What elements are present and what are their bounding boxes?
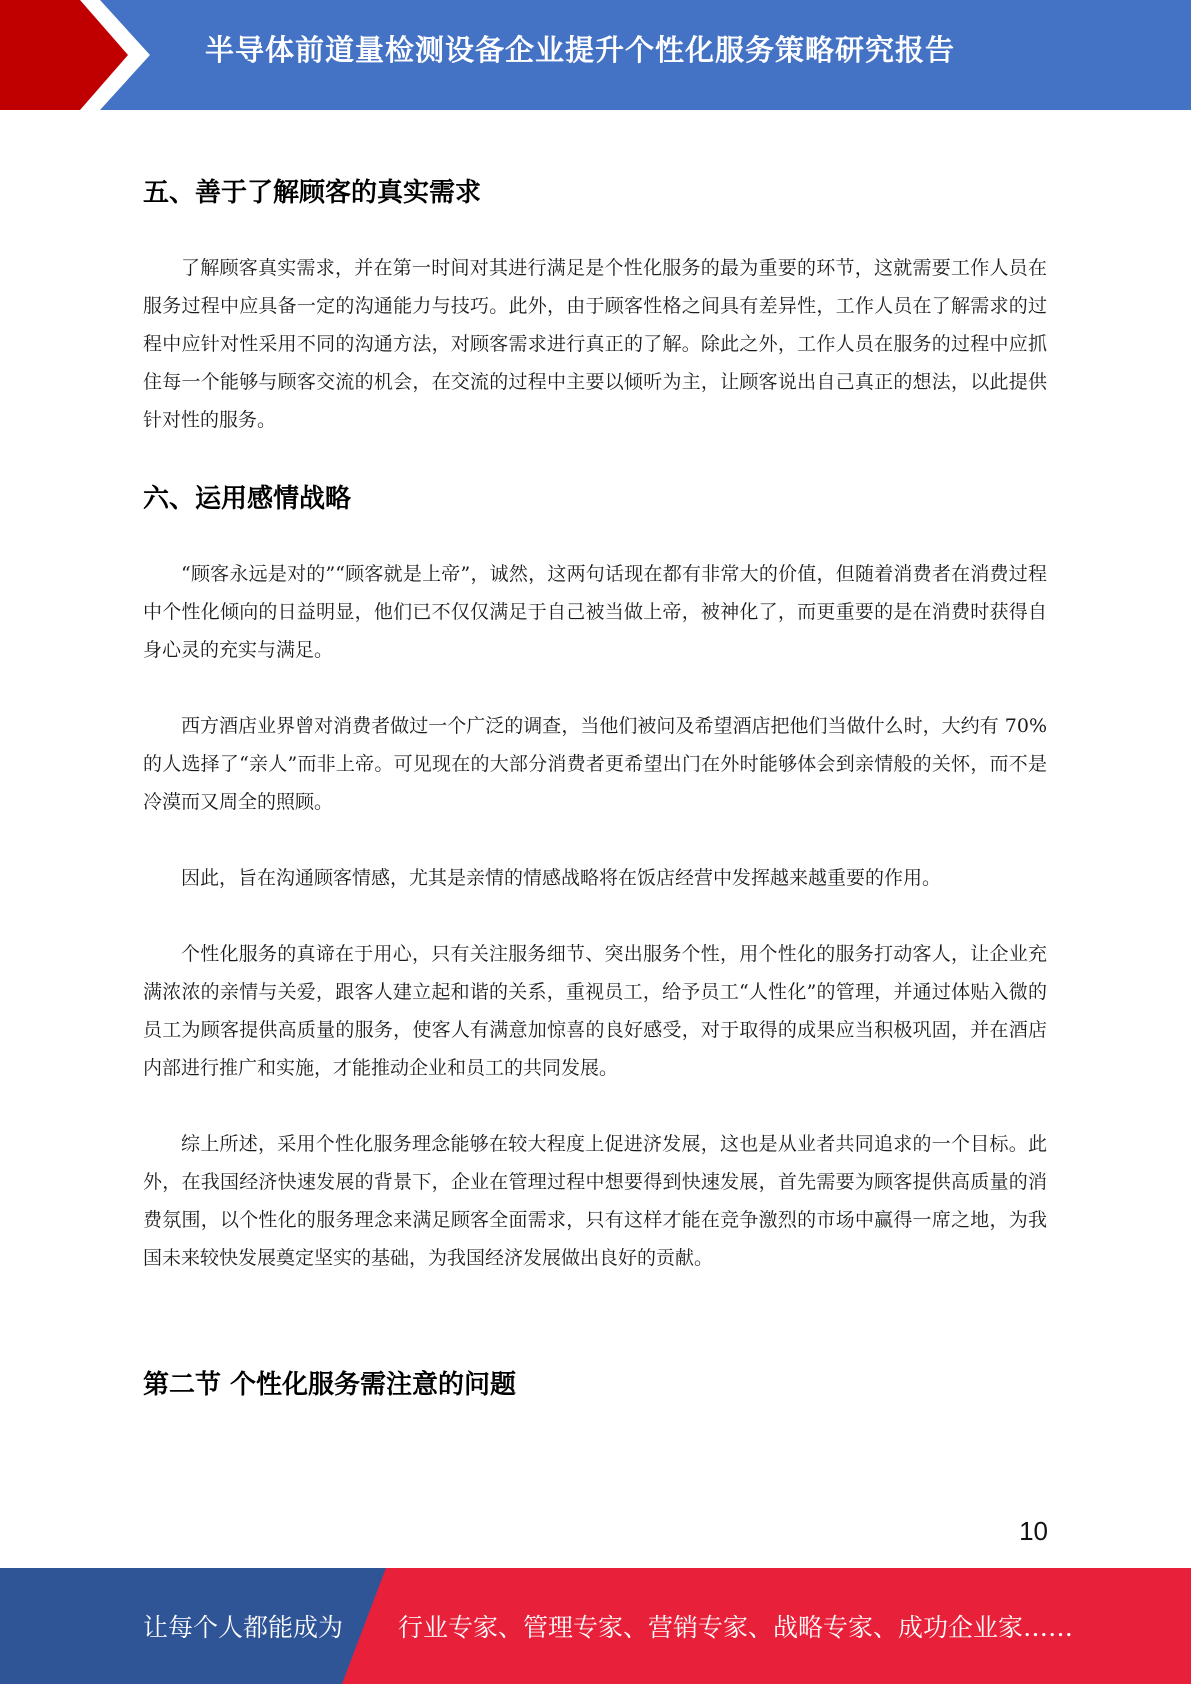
section-5-paragraph-1: 了解顾客真实需求，并在第一时间对其进行满足是个性化服务的最为重要的环节，这就需要工作人员在服务过程中应具备一定的沟通能力与技巧。此外，由于顾客性格之间具有差异性，工作人员在了解需求的过程中应针对性采用不同的沟通方法，对顾客需求进行真正的了解。除此之外，工作人员在服务的过程中应抓住每一个能够与顾客交流的机会，在交流的过程中主要以倾听为主，让顾客说出自己真正的想法，以此提供针对性的服务。: [143, 257, 1047, 431]
footer-slogan-right: 行业专家、管理专家、营销专家、战略专家、成功企业家……: [398, 1613, 1074, 1642]
page-number: 10: [1019, 1516, 1048, 1546]
page-header: [0, 0, 1191, 110]
section-heading-5: 五、善于了解顾客的真实需求: [143, 178, 482, 208]
chapter-section-heading: 第二节 个性化服务需注意的问题: [143, 1370, 517, 1400]
section-6-paragraph-2: 西方酒店业界曾对消费者做过一个广泛的调查，当他们被问及希望酒店把他们当做什么时，大约有 70%的人选择了“亲人”而非上帝。可见现在的大部分消费者更希望出门在外时能够体会到亲情般的关怀，而不是冷漠而又周全的照顾。: [143, 715, 1047, 813]
section-6-paragraph-3: 因此，旨在沟通顾客情感，尤其是亲情的情感战略将在饭店经营中发挥越来越重要的作用。: [181, 867, 942, 889]
section-heading-6: 六、运用感情战略: [143, 484, 352, 514]
section-6-paragraph-4: 个性化服务的真谛在于用心，只有关注服务细节、突出服务个性，用个性化的服务打动客人，让企业充满浓浓的亲情与关爱，跟客人建立起和谐的关系，重视员工，给予员工“人性化”的管理，并通过体贴入微的员工为顾客提供高质量的服务，使客人有满意加惊喜的良好感受，对于取得的成果应当积极巩固，并在酒店内部进行推广和实施，才能推动企业和员工的共同发展。: [143, 943, 1047, 1079]
header-arrow-decoration: [0, 0, 160, 110]
section-6-paragraph-5: 综上所述，采用个性化服务理念能够在较大程度上促进济发展，这也是从业者共同追求的一个目标。此外，在我国经济快速发展的背景下，企业在管理过程中想要得到快速发展，首先需要为顾客提供高质量的消费氛围，以个性化的服务理念来满足顾客全面需求，只有这样才能在竞争激烈的市场中赢得一席之地，为我国未来较快发展奠定坚实的基础，为我国经济发展做出良好的贡献。: [143, 1133, 1047, 1269]
footer-slogan-left: 让每个人都能成为: [143, 1613, 344, 1642]
section-6-paragraph-1: “顾客永远是对的”“顾客就是上帝”，诚然，这两句话现在都有非常大的价值，但随着消费者在消费过程中个性化倾向的日益明显，他们已不仅仅满足于自己被当做上帝，被神化了，而更重要的是在消费时获得自身心灵的充实与满足。: [143, 563, 1047, 661]
page-footer: [0, 1568, 1191, 1684]
report-title: 半导体前道量检测设备企业提升个性化服务策略研究报告: [205, 33, 956, 67]
